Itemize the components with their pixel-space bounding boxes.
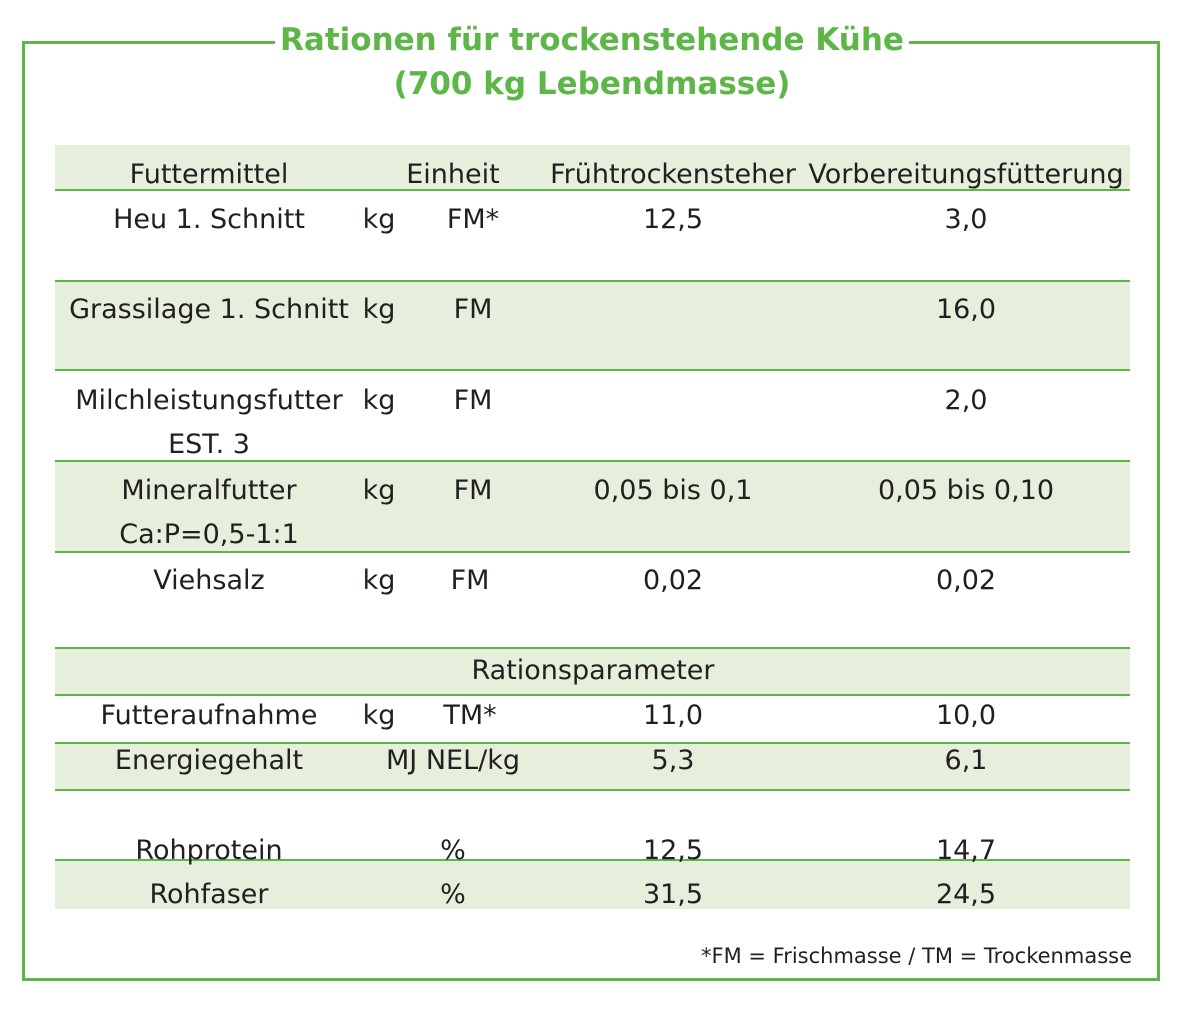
footnote: *FM = Frischmasse / TM = Trockenmasse [701, 944, 1132, 968]
row-unit-b: FM* [446, 204, 500, 235]
row-unit-a: kg [362, 294, 396, 325]
row-unit-a: kg [362, 565, 396, 596]
param-prep: 14,7 [935, 835, 997, 866]
section-rationsparameter: Rationsparameter [471, 655, 715, 686]
param-name: Futteraufnahme [100, 700, 318, 731]
param-early: 5,3 [651, 745, 695, 776]
rule-1 [55, 280, 1130, 282]
row-feed-name-line2: EST. 3 [168, 429, 250, 460]
row-feed-name: Grassilage 1. Schnitt [69, 294, 349, 325]
param-unit-b: TM* [443, 700, 497, 731]
param-unit: % [440, 835, 466, 866]
row-unit-b: FM [453, 385, 493, 416]
param-name: Rohprotein [135, 835, 283, 866]
param-unit: % [440, 879, 466, 910]
header-vorbereitung: Vorbereitungsfütterung [808, 159, 1124, 190]
param-prep: 6,1 [944, 745, 988, 776]
row-feed-name: Mineralfutter [121, 475, 297, 506]
row-unit-a: kg [362, 475, 396, 506]
row-unit-a: kg [362, 204, 396, 235]
param-name: Energiegehalt [114, 745, 304, 776]
row-prep: 2,0 [944, 385, 988, 416]
rule-2 [55, 369, 1130, 371]
rule-8 [55, 789, 1130, 791]
param-name: Rohfaser [149, 879, 269, 910]
row-prep: 16,0 [935, 294, 997, 325]
row-feed-name: Viehsalz [153, 565, 265, 596]
row-unit-b: FM [450, 565, 490, 596]
row-unit-a: kg [362, 385, 396, 416]
row-feed-name: Heu 1. Schnitt [113, 204, 305, 235]
row-early: 12,5 [642, 204, 704, 235]
row-unit-b: FM [453, 294, 493, 325]
header-fruehtrockensteher: Frühtrockensteher [550, 159, 796, 190]
row-prep: 0,05 bis 0,10 [877, 475, 1055, 506]
row-early: 0,05 bis 0,1 [593, 475, 753, 506]
row-prep: 3,0 [944, 204, 988, 235]
title-line-2: (700 kg Lebendmasse) [393, 66, 791, 102]
row-feed-name: Milchleistungsfutter [75, 385, 343, 416]
row-prep: 0,02 [935, 565, 997, 596]
param-unit: MJ NEL/kg [385, 745, 521, 776]
param-early: 11,0 [642, 700, 704, 731]
param-early: 12,5 [642, 835, 704, 866]
param-prep: 24,5 [935, 879, 997, 910]
param-prep: 10,0 [935, 700, 997, 731]
row-unit-b: FM [453, 475, 493, 506]
row-feed-name-line2: Ca:P=0,5-1:1 [119, 519, 299, 550]
page-title [275, 18, 909, 106]
header-einheit: Einheit [406, 159, 500, 190]
title-line-1: Rationen für trockenstehende Kühe [280, 22, 904, 58]
param-unit-a: kg [362, 700, 396, 731]
row-early: 0,02 [642, 565, 704, 596]
param-early: 31,5 [642, 879, 704, 910]
header-futtermittel: Futtermittel [129, 159, 289, 190]
